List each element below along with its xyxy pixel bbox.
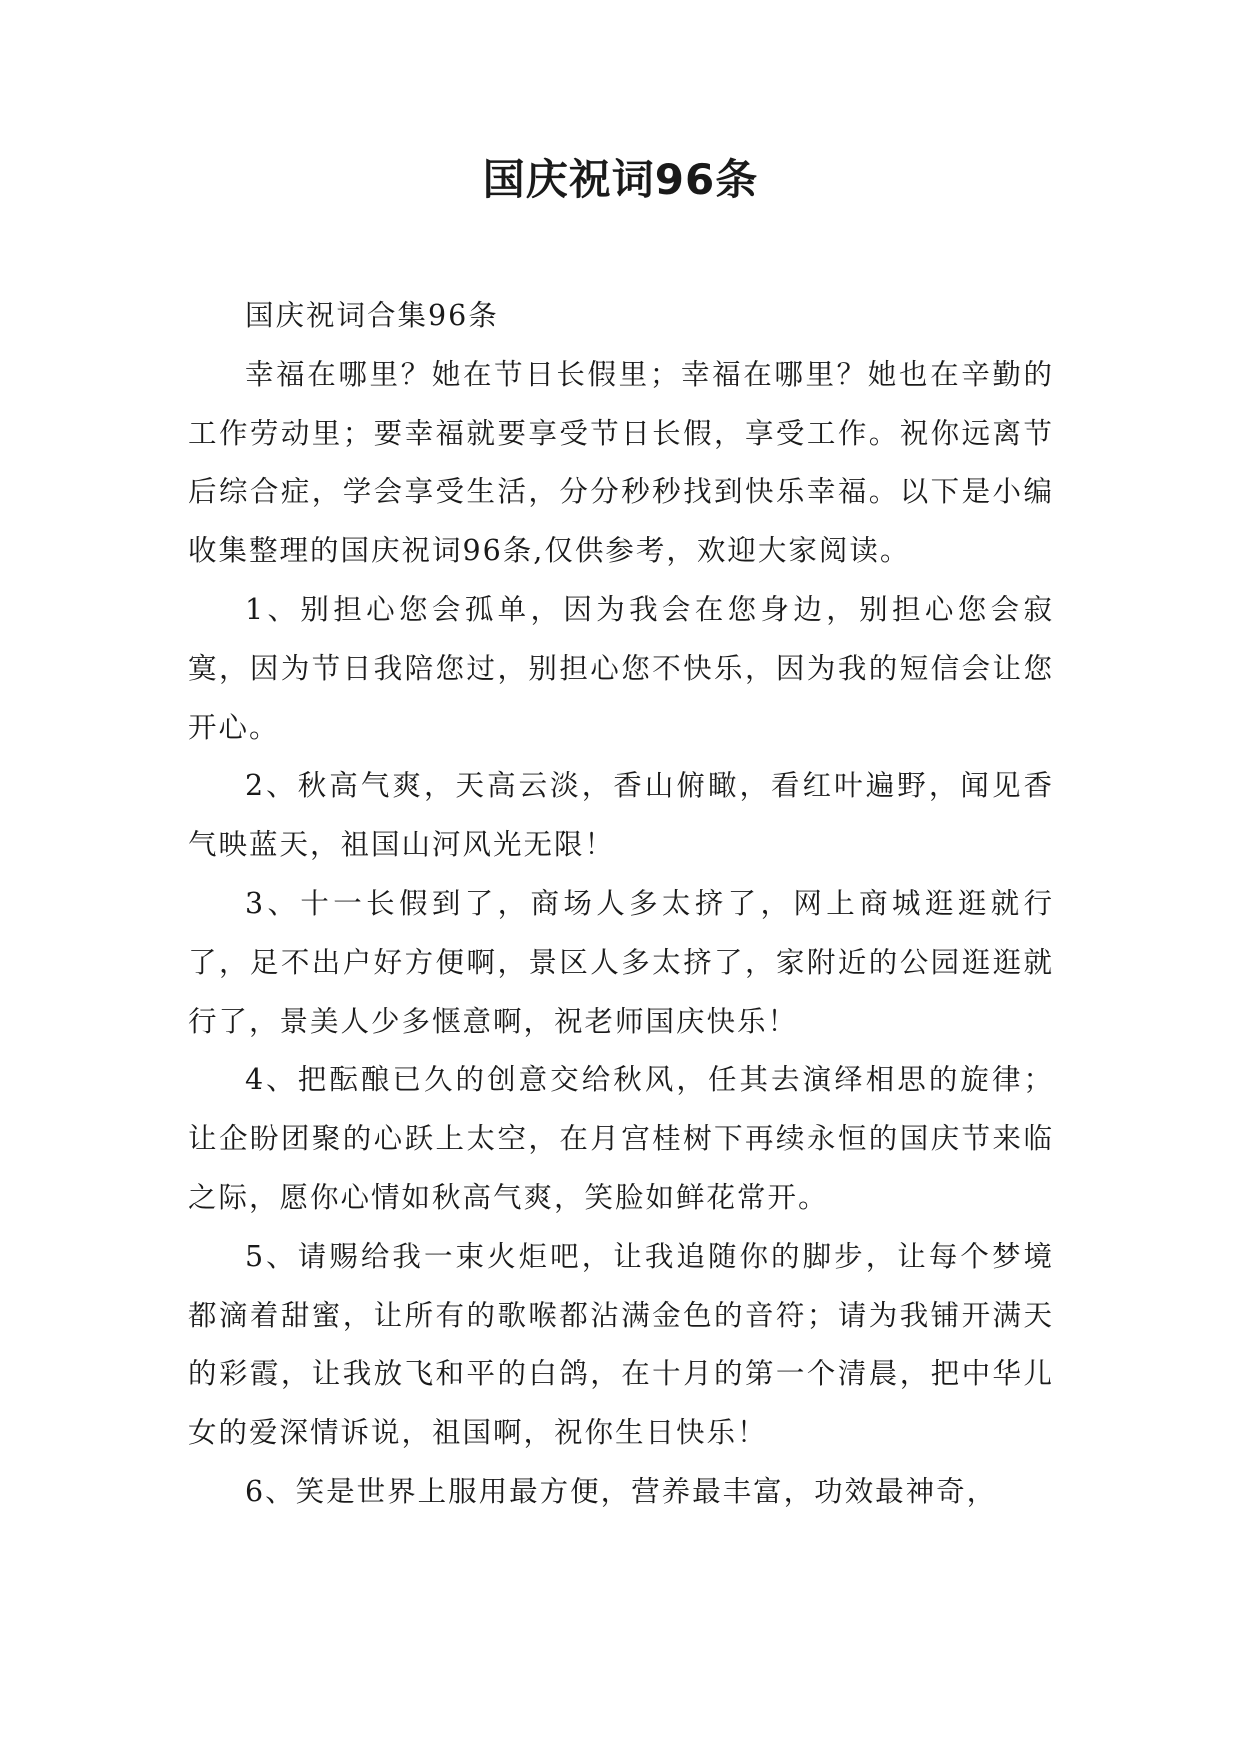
paragraph-item-2: 2、秋高气爽，天高云淡，香山俯瞰，看红叶遍野，闻见香气映蓝天，祖国山河风光无限！ xyxy=(188,769,1054,862)
paragraph-item-1: 1、别担心您会孤单，因为我会在您身边，别担心您会寂寞，因为节日我陪您过，别担心您不快乐，因为我的短信会让您开心。 xyxy=(188,592,1054,744)
paragraph-item-5: 5、请赐给我一束火炬吧，让我追随你的脚步，让每个梦境都滴着甜蜜，让所有的歌喉都沾满金色的音符；请为我铺开满天的彩霞，让我放飞和平的白鸽，在十月的第一个清晨，把中华儿女的爱深情诉说，祖国啊，祝你生日快乐！ xyxy=(188,1239,1054,1450)
paragraph-item-6: 6、笑是世界上服用最方便，营养最丰富，功效最神奇， xyxy=(245,1474,998,1508)
document-title: 国庆祝词96条 xyxy=(482,155,759,204)
paragraph-subtitle: 国庆祝词合集96条 xyxy=(245,299,499,332)
document-body xyxy=(188,287,1054,1522)
paragraph-item-4: 4、把酝酿已久的创意交给秋风，任其去演绎相思的旋律；让企盼团聚的心跃上太空，在月宫桂树下再续永恒的国庆节来临之际，愿你心情如秋高气爽，笑脸如鲜花常开。 xyxy=(188,1063,1054,1214)
paragraph-intro: 幸福在哪里？她在节日长假里；幸福在哪里？她也在辛勤的工作劳动里；要幸福就要享受节日长假，享受工作。祝你远离节后综合症，学会享受生活，分分秒秒找到快乐幸福。以下是小编收集整理的国庆祝词96条,仅供参考，欢迎大家阅读。 xyxy=(188,357,1054,568)
paragraph-item-3: 3、十一长假到了，商场人多太挤了，网上商城逛逛就行了，足不出户好方便啊，景区人多太挤了，家附近的公园逛逛就行了，景美人少多惬意啊，祝老师国庆快乐！ xyxy=(188,886,1054,1038)
